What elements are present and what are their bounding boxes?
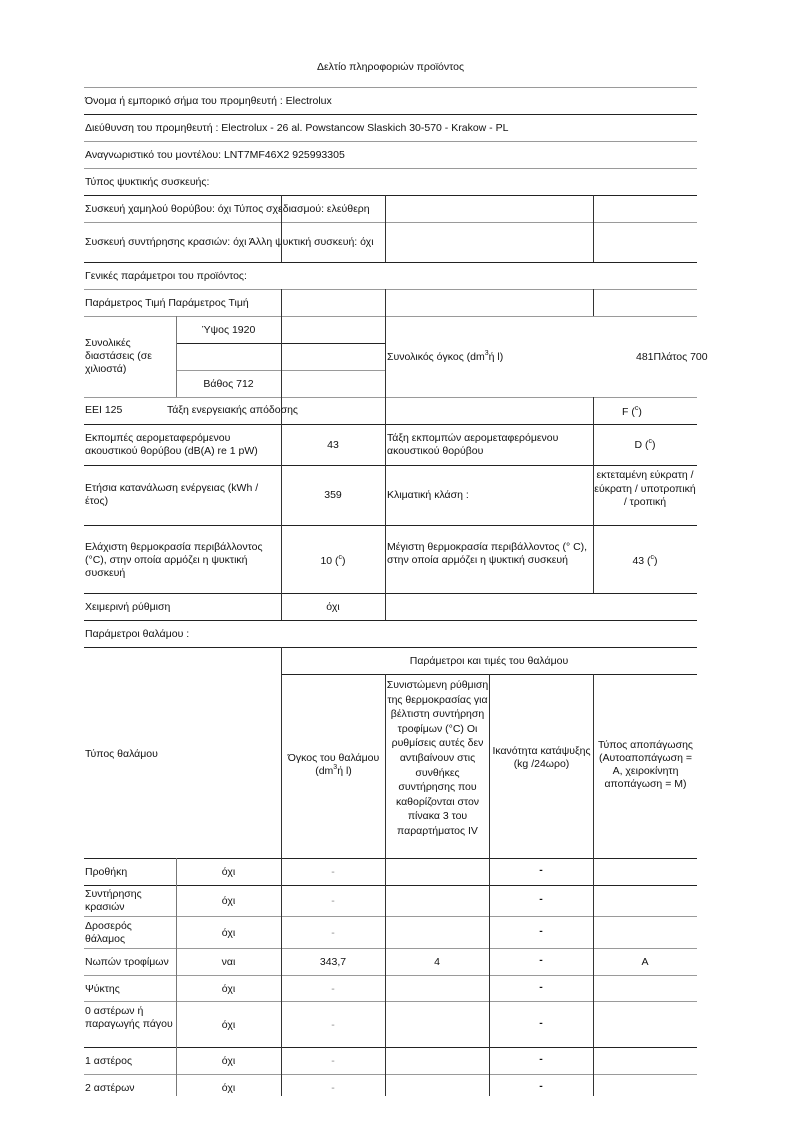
compartment-freezing: - (539, 1080, 543, 1092)
compartment-present: όχι (221, 1055, 236, 1067)
compartment-present: ναι (221, 956, 236, 968)
compartment-volume: - (331, 983, 335, 995)
winter-setting-value: όχι (326, 601, 340, 613)
compartment-type: Προθήκη (85, 866, 128, 878)
compartment-freezing: - (539, 864, 543, 876)
divider (84, 289, 697, 290)
compartment-present: όχι (221, 1082, 236, 1094)
annual-consumption-label: Ετήσια κατανάλωση ενέργειας (kWh /έτος) (85, 482, 259, 507)
compartment-present: όχι (221, 927, 236, 939)
column-divider (593, 289, 594, 316)
noise-class-label: Τάξη εκπομπών αερομεταφερόμενου ακουστικού θορύβου (387, 432, 559, 457)
compartment-type-header: Τύπος θαλάμου (85, 748, 158, 760)
max-temp-value: 43 ($^c$) (632, 553, 658, 567)
compartment-volume: - (331, 866, 335, 878)
compartment-freezing: - (539, 981, 543, 993)
noise-emission-value: 43 (327, 439, 339, 451)
divider (84, 168, 697, 169)
compartment-present: όχι (221, 895, 236, 907)
dimensions-label: Συνολικές διαστάσεις (σε χιλιοστά) (85, 337, 152, 375)
wine-other-row: Συσκευή συντήρησης κρασιών: όχι Άλλη ψυκτική συσκευή: όχι (85, 236, 374, 248)
column-divider (593, 397, 594, 424)
column-divider (281, 289, 282, 397)
divider (84, 593, 697, 594)
page-title: Δελτίο πληροφοριών προϊόντος (316, 61, 465, 73)
volume-header: Όγκος του θαλάμου ($dm^3ή$ l) (287, 752, 380, 777)
appliance-type-heading: Τύπος ψυκτικής συσκευής: (85, 176, 210, 188)
compartment-type: Δροσερός θάλαμος (85, 920, 132, 945)
compartment-type: Συντήρησης κρασιών (85, 888, 142, 913)
compartment-present: όχι (221, 1019, 236, 1031)
column-divider (385, 195, 386, 262)
divider (84, 525, 697, 526)
min-temp-label: Ελάχιστη θερμοκρασία περιβάλλοντος (°C), στην οποία αρμόζει η ψυκτική συσκευή (85, 541, 263, 579)
compartment-present: όχι (221, 983, 236, 995)
climate-class-label: Κλιματική κλάση : (387, 489, 469, 501)
max-temp-label: Μέγιστη θερμοκρασία περιβάλλοντος (° C), στην οποία αρμόζει η ψυκτική συσκευή (387, 541, 588, 566)
noise-emission-label: Εκπομπές αερομεταφερόμενου ακουστικού θορύβου (dB(A) re 1 pW) (85, 432, 258, 457)
divider (84, 222, 697, 223)
column-divider (385, 424, 386, 620)
compartment-freezing: - (539, 925, 543, 937)
divider (84, 397, 697, 398)
compartment-freezing: - (539, 954, 543, 966)
column-divider (489, 674, 490, 1096)
divider (84, 262, 697, 263)
compartment-type: 1 αστέρος (85, 1055, 133, 1067)
divider (84, 195, 697, 196)
compartment-volume: 343,7 (319, 956, 347, 968)
compartment-freezing: - (539, 1017, 543, 1029)
compartment-temp: 4 (434, 956, 440, 968)
divider (84, 647, 697, 648)
compartment-volume: - (331, 927, 335, 939)
low-noise-design-row: Συσκευή χαμηλού θορύβου: όχι Τύπος σχεδιασμού: ελεύθερη (85, 203, 370, 215)
column-divider (593, 195, 594, 262)
climate-class-value: εκτεταμένη εύκρατη / εύκρατη / υποτροπική / τροπική (594, 469, 696, 508)
annual-consumption-value: 359 (324, 489, 342, 501)
compartment-volume: - (331, 1055, 335, 1067)
column-divider (593, 674, 594, 1096)
divider (84, 141, 697, 142)
winter-setting-label: Χειμερινή ρύθμιση (85, 601, 171, 613)
energy-class-label: Τάξη ενεργειακής απόδοσης (167, 404, 298, 416)
column-divider (385, 397, 386, 424)
column-divider (385, 289, 386, 397)
compartment-volume: - (331, 1082, 335, 1094)
compartment-freezing: - (539, 1053, 543, 1065)
model-identifier: Αναγνωριστικό του μοντέλου: LNT7MF46X2 925993305 (85, 149, 345, 161)
compartment-heading: Παράμετροι θαλάμου : (85, 628, 190, 640)
compartment-volume: - (331, 1019, 335, 1031)
column-divider (281, 424, 282, 620)
compartment-type: 0 αστέρων ή παραγωγής πάγου (85, 1005, 173, 1030)
compartment-freezing: - (539, 893, 543, 905)
compartment-type: Ψύκτης (85, 983, 120, 995)
eei-value: EEI 125 (85, 404, 123, 416)
compartment-type: Νωπών τροφίμων (85, 956, 169, 968)
temperature-header: Συνιστώμενη ρύθμιση της θερμοκρασίας για βέλτιστη συντήρηση τροφίμων (°C) Οι ρυθμίσεις αυτές δεν αντιβαίνουν στις συνθήκες συντήρησης που καθορίζονται στον πίνακα 3 του παραρτήματος IV (386, 679, 489, 837)
compartment-group-header: Παράμετροι και τιμές του θαλάμου (409, 655, 569, 667)
compartment-volume: - (331, 895, 335, 907)
total-volume-label: Συνολικός όγκος ($dm^3ή$ l) (387, 349, 504, 363)
supplier-address: Διεύθυνση του προμηθευτή : Electrolux - 26 al. Powstancow Slaskich 30-570 - Krakow - PL (85, 122, 509, 134)
param-header: Παράμετρος Τιμή Παράμετρος Τιμή (85, 297, 249, 309)
depth-value: Βάθος 712 (203, 378, 254, 390)
compartment-present: όχι (221, 866, 236, 878)
defrost-type-header: Τύπος αποπάγωσης (Αυτοαποπάγωση = A, χειροκίνητη αποπάγωση = M) (597, 739, 693, 790)
divider (84, 620, 697, 621)
total-volume-value: 481Πλάτος 700 (636, 351, 708, 363)
general-params-heading: Γενικές παράμετροι του προϊόντος: (85, 270, 247, 282)
freezing-capacity-header: Ικανότητα κατάψυξης (kg /24ωρο) (492, 745, 591, 770)
supplier-name: Όνομα ή εμπορικό σήμα του προμηθευτή : Electrolux (85, 95, 332, 107)
energy-class-value: F ($^c$) (622, 404, 642, 418)
divider (84, 87, 697, 88)
height-value: Ύψος 1920 (201, 324, 256, 336)
min-temp-value: 10 ($^c$) (320, 553, 346, 567)
compartment-type: 2 αστέρων (85, 1082, 135, 1094)
divider (84, 114, 697, 115)
noise-class-value: D ($^c$) (634, 437, 656, 451)
divider (84, 424, 697, 425)
compartment-defrost: A (641, 956, 649, 968)
divider (84, 465, 697, 466)
